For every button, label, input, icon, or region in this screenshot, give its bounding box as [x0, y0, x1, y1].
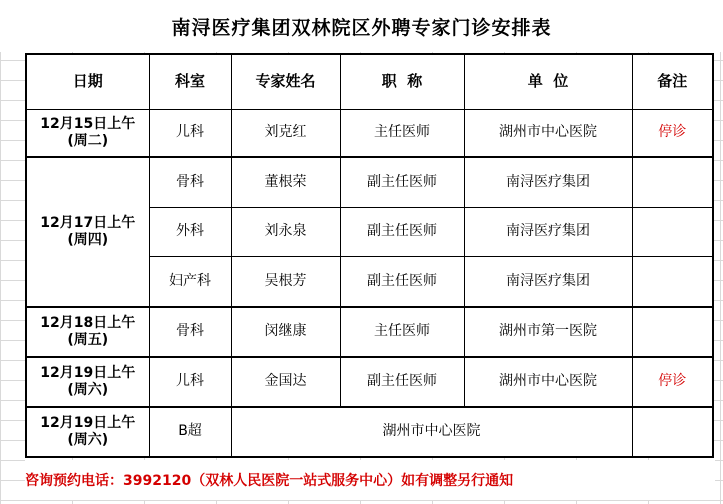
doctor-name-cell: 吴根芳 — [231, 257, 340, 307]
date-cell — [26, 157, 149, 307]
doctor-title-cell: 副主任医师 — [340, 357, 464, 407]
dept-cell: 骨科 — [149, 157, 231, 207]
note-cell — [632, 407, 713, 457]
note-cell — [632, 257, 713, 307]
doctor-title-cell: 副主任医师 — [340, 207, 464, 257]
unit-cell: 湖州市中心医院 — [464, 109, 632, 157]
dept-cell: 外科 — [149, 207, 231, 257]
date-cell — [26, 407, 149, 457]
schedule-table — [25, 53, 714, 458]
date-text: 12月19日上午 — [40, 414, 136, 431]
unit-cell: 南浔医疗集团 — [464, 157, 632, 207]
table-row — [26, 109, 713, 157]
unit-cell: 南浔医疗集团 — [464, 257, 632, 307]
note-cell — [632, 157, 713, 207]
dept-cell: 骨科 — [149, 307, 231, 357]
header-date: 日期 — [26, 54, 149, 109]
date-cell — [26, 109, 149, 157]
doctor-name-cell: 董根荣 — [231, 157, 340, 207]
dept-cell: B超 — [149, 407, 231, 457]
doctor-title-cell: 副主任医师 — [340, 157, 464, 207]
date-text: 12月19日上午 — [40, 364, 136, 381]
contact-footer: 咨询预约电话：3992120（双林人民医院一站式服务中心）如有调整另行通知 — [25, 460, 715, 500]
doctor-title-cell: 主任医师 — [340, 307, 464, 357]
note-cell — [632, 207, 713, 257]
header-unit: 单 位 — [464, 54, 632, 109]
header-name: 专家姓名 — [231, 54, 340, 109]
date-text: 12月18日上午 — [40, 314, 136, 331]
header-dept: 科室 — [149, 54, 231, 109]
dept-cell: 儿科 — [149, 357, 231, 407]
note-cell: 停诊 — [632, 357, 713, 407]
table-row — [26, 357, 713, 407]
dept-cell: 儿科 — [149, 109, 231, 157]
header-note: 备注 — [632, 54, 713, 109]
date-cell — [26, 357, 149, 407]
doctor-title-cell: 副主任医师 — [340, 257, 464, 307]
table-row — [26, 407, 713, 457]
table-header-row — [26, 54, 713, 109]
weekday-text: (周四) — [67, 231, 109, 248]
weekday-text: (周五) — [67, 331, 109, 348]
dept-cell: 妇产科 — [149, 257, 231, 307]
date-cell — [26, 307, 149, 357]
page-title: 南浔医疗集团双林院区外聘专家门诊安排表 — [0, 0, 723, 52]
table-row — [26, 307, 713, 357]
doctor-title-cell: 主任医师 — [340, 109, 464, 157]
header-title: 职 称 — [340, 54, 464, 109]
note-cell: 停诊 — [632, 109, 713, 157]
weekday-text: (周六) — [67, 381, 109, 398]
doctor-name-cell: 刘克红 — [231, 109, 340, 157]
unit-cell: 湖州市第一医院 — [464, 307, 632, 357]
table-row — [26, 157, 713, 207]
doctor-name-cell: 金国达 — [231, 357, 340, 407]
note-cell — [632, 307, 713, 357]
doctor-name-cell: 刘永泉 — [231, 207, 340, 257]
unit-cell: 湖州市中心医院 — [231, 407, 632, 457]
date-text: 12月15日上午 — [40, 115, 136, 132]
weekday-text: (周六) — [67, 431, 109, 448]
unit-cell: 南浔医疗集团 — [464, 207, 632, 257]
date-text: 12月17日上午 — [40, 214, 136, 231]
weekday-text: (周二) — [67, 132, 109, 149]
unit-cell: 湖州市中心医院 — [464, 357, 632, 407]
doctor-name-cell: 闵继康 — [231, 307, 340, 357]
